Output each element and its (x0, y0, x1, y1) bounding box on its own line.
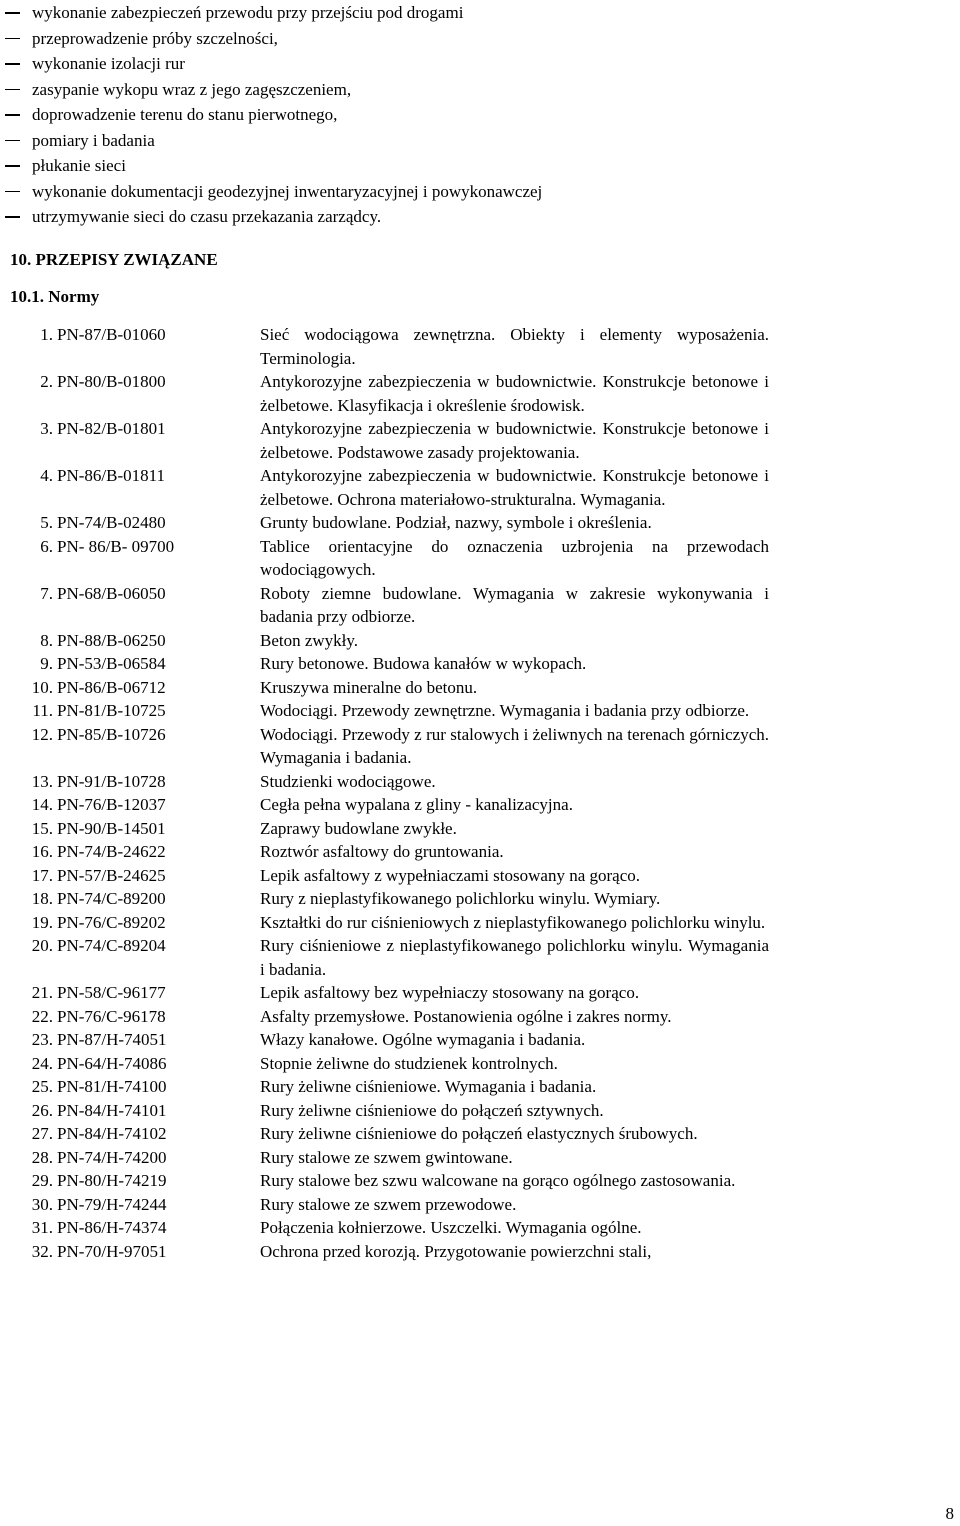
norm-row (0, 1099, 960, 1123)
norm-row (0, 1193, 960, 1217)
norm-code: PN-81/B-10725 (57, 701, 166, 720)
norm-title: Kształtki do rur ciśnieniowych z nieplastyfikowanego polichlorku winylu. (260, 912, 766, 932)
norm-code: PN-86/H-74374 (57, 1218, 167, 1237)
norm-row (0, 723, 960, 770)
norm-number: 25. (31, 1077, 53, 1096)
norm-title: Antykorozyjne zabezpieczenia w budownictwie. Konstrukcje betonowe i żelbetowe. Klasyfikacja i określenie środowisk. (260, 372, 769, 415)
norm-code: PN-58/C-96177 (57, 983, 166, 1002)
norm-row (0, 1216, 960, 1240)
norm-number: 22. (31, 1006, 53, 1026)
norm-number: 18. (31, 889, 53, 908)
norm-row (0, 652, 960, 676)
norm-number: 26. (31, 1100, 53, 1120)
list-item-text: płukanie sieci (32, 156, 126, 175)
list-item (0, 153, 800, 179)
page-number: 8 (945, 1504, 954, 1523)
norm-row (0, 911, 960, 935)
norm-row (0, 1052, 960, 1076)
norm-row (0, 864, 960, 888)
norm-code: PN-82/B-01801 (57, 419, 166, 438)
norm-title: Włazy kanałowe. Ogólne wymagania i badania. (260, 1030, 586, 1049)
norm-code: PN-87/H-74051 (57, 1030, 167, 1049)
norm-title: Lepik asfaltowy bez wypełniaczy stosowany na gorąco. (260, 983, 640, 1002)
norm-title: Wodociągi. Przewody zewnętrzne. Wymagania i badania przy odbiorze. (260, 701, 750, 720)
norm-title: Rury stalowe ze szwem gwintowane. (260, 1147, 513, 1167)
norm-title: Lepik asfaltowy z wypełniaczami stosowany na gorąco. (260, 865, 641, 885)
norm-row (0, 511, 960, 535)
norm-code: PN-84/H-74102 (57, 1124, 167, 1143)
norm-number: 5. (40, 513, 53, 532)
norm-row (0, 934, 960, 981)
norm-title: Rury ciśnieniowe z nieplastyfikowanego polichlorku winylu. Wymagania i badania. (260, 936, 769, 979)
list-item-text: zasypanie wykopu wraz z jego zagęszczeniem, (32, 79, 352, 99)
norm-code: PN-85/B-10726 (57, 724, 166, 744)
norm-code: PN-88/B-06250 (57, 630, 166, 650)
norm-row (0, 1005, 960, 1029)
norm-code: PN-74/C-89200 (57, 889, 166, 908)
norm-row (0, 770, 960, 794)
norm-number: 8. (40, 630, 53, 650)
norm-title: Rury z nieplastyfikowanego polichlorku winylu. Wymiary. (260, 889, 661, 908)
norm-code: PN-74/C-89204 (57, 936, 166, 955)
norm-title: Antykorozyjne zabezpieczenia w budownictwie. Konstrukcje betonowe i żelbetowe. Podstawowe zasady projektowania. (260, 419, 769, 462)
norm-code: PN-87/B-01060 (57, 325, 166, 344)
norm-row (0, 535, 960, 582)
norm-title: Asfalty przemysłowe. Postanowienia ogólne i zakres normy. (260, 1006, 672, 1026)
list-item-text: wykonanie dokumentacji geodezyjnej inwentaryzacyjnej i powykonawczej (32, 181, 543, 201)
dash-bullet-icon (5, 63, 20, 65)
norm-title: Zaprawy budowlane zwykłe. (260, 818, 457, 838)
norm-row (0, 1075, 960, 1099)
norm-number: 6. (40, 536, 53, 556)
dash-bullet-icon (5, 114, 20, 116)
norm-code: PN-70/H-97051 (57, 1241, 167, 1261)
norm-row (0, 887, 960, 911)
norm-title: Tablice orientacyjne do oznaczenia uzbrojenia na przewodach wodociągowych. (260, 536, 769, 579)
norm-code: PN-74/B-24622 (57, 842, 166, 861)
norm-number: 16. (31, 842, 53, 861)
norm-code: PN-53/B-06584 (57, 654, 166, 673)
norm-row (0, 699, 960, 723)
norms-list (0, 323, 960, 1263)
norm-title: Ochrona przed korozją. Przygotowanie powierzchni stali, (260, 1241, 652, 1261)
list-item (0, 51, 800, 77)
list-item (0, 204, 800, 230)
norm-title: Beton zwykły. (260, 630, 359, 650)
norm-code: PN-80/B-01800 (57, 372, 166, 391)
dash-bullet-icon (5, 38, 20, 40)
norm-code: PN- 86/B- 09700 (57, 536, 175, 556)
norm-number: 29. (31, 1171, 53, 1190)
norm-row (0, 981, 960, 1005)
list-item-text: wykonanie izolacji rur (32, 54, 185, 73)
norm-title: Sieć wodociągowa zewnętrzna. Obiekty i elementy wyposażenia. Terminologia. (260, 325, 769, 368)
norm-row (0, 793, 960, 817)
work-scope-list (0, 0, 800, 230)
norm-number: 15. (31, 818, 53, 838)
norm-code: PN-68/B-06050 (57, 583, 166, 603)
norm-title: Rury żeliwne ciśnieniowe. Wymagania i badania. (260, 1077, 597, 1096)
norm-code: PN-74/B-02480 (57, 513, 166, 532)
norm-code: PN-76/C-96178 (57, 1006, 166, 1026)
norm-code: PN-84/H-74101 (57, 1100, 167, 1120)
norm-number: 11. (32, 701, 53, 720)
norm-number: 1. (40, 325, 53, 344)
norm-title: Roztwór asfaltowy do gruntowania. (260, 842, 504, 861)
dash-bullet-icon (5, 216, 20, 218)
norm-code: PN-64/H-74086 (57, 1053, 167, 1073)
section-heading: 10. PRZEPISY ZWIĄZANE (10, 250, 218, 269)
norm-number: 4. (40, 466, 53, 485)
norm-number: 2. (40, 372, 53, 391)
norm-title: Rury żeliwne ciśnieniowe do połączeń sztywnych. (260, 1100, 604, 1120)
norm-code: PN-76/C-89202 (57, 912, 166, 932)
norm-number: 14. (31, 795, 53, 814)
norm-row (0, 370, 960, 417)
norm-row (0, 582, 960, 629)
norm-title: Wodociągi. Przewody z rur stalowych i żeliwnych na terenach górniczych. Wymagania i badania. (260, 724, 769, 767)
subsection-heading: 10.1. Normy (10, 287, 100, 306)
norm-row (0, 1169, 960, 1193)
norm-code: PN-91/B-10728 (57, 771, 166, 791)
norm-code: PN-81/H-74100 (57, 1077, 167, 1096)
norm-code: PN-80/H-74219 (57, 1171, 167, 1190)
norm-title: Rury żeliwne ciśnieniowe do połączeń elastycznych śrubowych. (260, 1124, 698, 1143)
norm-number: 19. (31, 912, 53, 932)
norm-number: 13. (31, 771, 53, 791)
norm-number: 27. (31, 1124, 53, 1143)
list-item (0, 102, 800, 128)
list-item (0, 26, 800, 52)
list-item-text: przeprowadzenie próby szczelności, (32, 28, 278, 48)
norm-number: 17. (31, 865, 53, 885)
norm-title: Grunty budowlane. Podział, nazwy, symbole i określenia. (260, 513, 652, 532)
norm-number: 30. (31, 1194, 53, 1214)
norm-number: 7. (40, 583, 53, 603)
norm-number: 21. (31, 983, 53, 1002)
norm-code: PN-90/B-14501 (57, 818, 166, 838)
list-item-text: utrzymywanie sieci do czasu przekazania zarządcy. (32, 207, 382, 226)
dash-bullet-icon (5, 140, 20, 142)
norm-code: PN-86/B-06712 (57, 677, 166, 697)
norm-number: 32. (31, 1241, 53, 1261)
norm-row (0, 629, 960, 653)
norm-row (0, 464, 960, 511)
norm-title: Studzienki wodociągowe. (260, 771, 436, 791)
norm-row (0, 1122, 960, 1146)
norm-code: PN-76/B-12037 (57, 795, 166, 814)
norm-number: 12. (31, 724, 53, 744)
norm-number: 3. (40, 419, 53, 438)
dash-bullet-icon (5, 165, 20, 167)
norm-code: PN-86/B-01811 (57, 466, 165, 485)
norm-row (0, 840, 960, 864)
norm-title: Połączenia kołnierzowe. Uszczelki. Wymagania ogólne. (260, 1218, 642, 1237)
norm-number: 10. (31, 677, 53, 697)
list-item (0, 128, 800, 154)
list-item-text: doprowadzenie terenu do stanu pierwotnego, (32, 105, 338, 124)
list-item-text: pomiary i badania (32, 130, 155, 150)
list-item (0, 179, 800, 205)
norm-title: Roboty ziemne budowlane. Wymagania w zakresie wykonywania i badania przy odbiorze. (260, 583, 769, 626)
list-item (0, 0, 800, 26)
norm-title: Cegła pełna wypalana z gliny - kanalizacyjna. (260, 795, 573, 814)
norm-title: Stopnie żeliwne do studzienek kontrolnych. (260, 1053, 558, 1073)
norm-row (0, 676, 960, 700)
norm-code: PN-79/H-74244 (57, 1194, 167, 1214)
norm-number: 9. (40, 654, 53, 673)
norm-title: Antykorozyjne zabezpieczenia w budownictwie. Konstrukcje betonowe i żelbetowe. Ochrona materiałowo-strukturalna. Wymagania. (260, 466, 769, 509)
norm-row (0, 1146, 960, 1170)
norm-number: 23. (31, 1030, 53, 1049)
list-item (0, 77, 800, 103)
norm-row (0, 817, 960, 841)
norm-number: 20. (31, 936, 53, 955)
norm-title: Rury betonowe. Budowa kanałów w wykopach. (260, 654, 587, 673)
dash-bullet-icon (5, 12, 20, 14)
list-item-text: wykonanie zabezpieczeń przewodu przy przejściu pod drogami (32, 3, 464, 22)
norm-code: PN-74/H-74200 (57, 1147, 167, 1167)
norm-row (0, 1028, 960, 1052)
norm-title: Rury stalowe ze szwem przewodowe. (260, 1194, 517, 1214)
dash-bullet-icon (5, 89, 20, 91)
norm-number: 31. (31, 1218, 53, 1237)
norm-row (0, 323, 960, 370)
norm-title: Kruszywa mineralne do betonu. (260, 677, 478, 697)
norm-number: 24. (31, 1053, 53, 1073)
norm-row (0, 417, 960, 464)
norm-row (0, 1240, 960, 1264)
dash-bullet-icon (5, 191, 20, 193)
norm-title: Rury stalowe bez szwu walcowane na gorąco ogólnego zastosowania. (260, 1171, 736, 1190)
norm-code: PN-57/B-24625 (57, 865, 166, 885)
norm-number: 28. (31, 1147, 53, 1167)
